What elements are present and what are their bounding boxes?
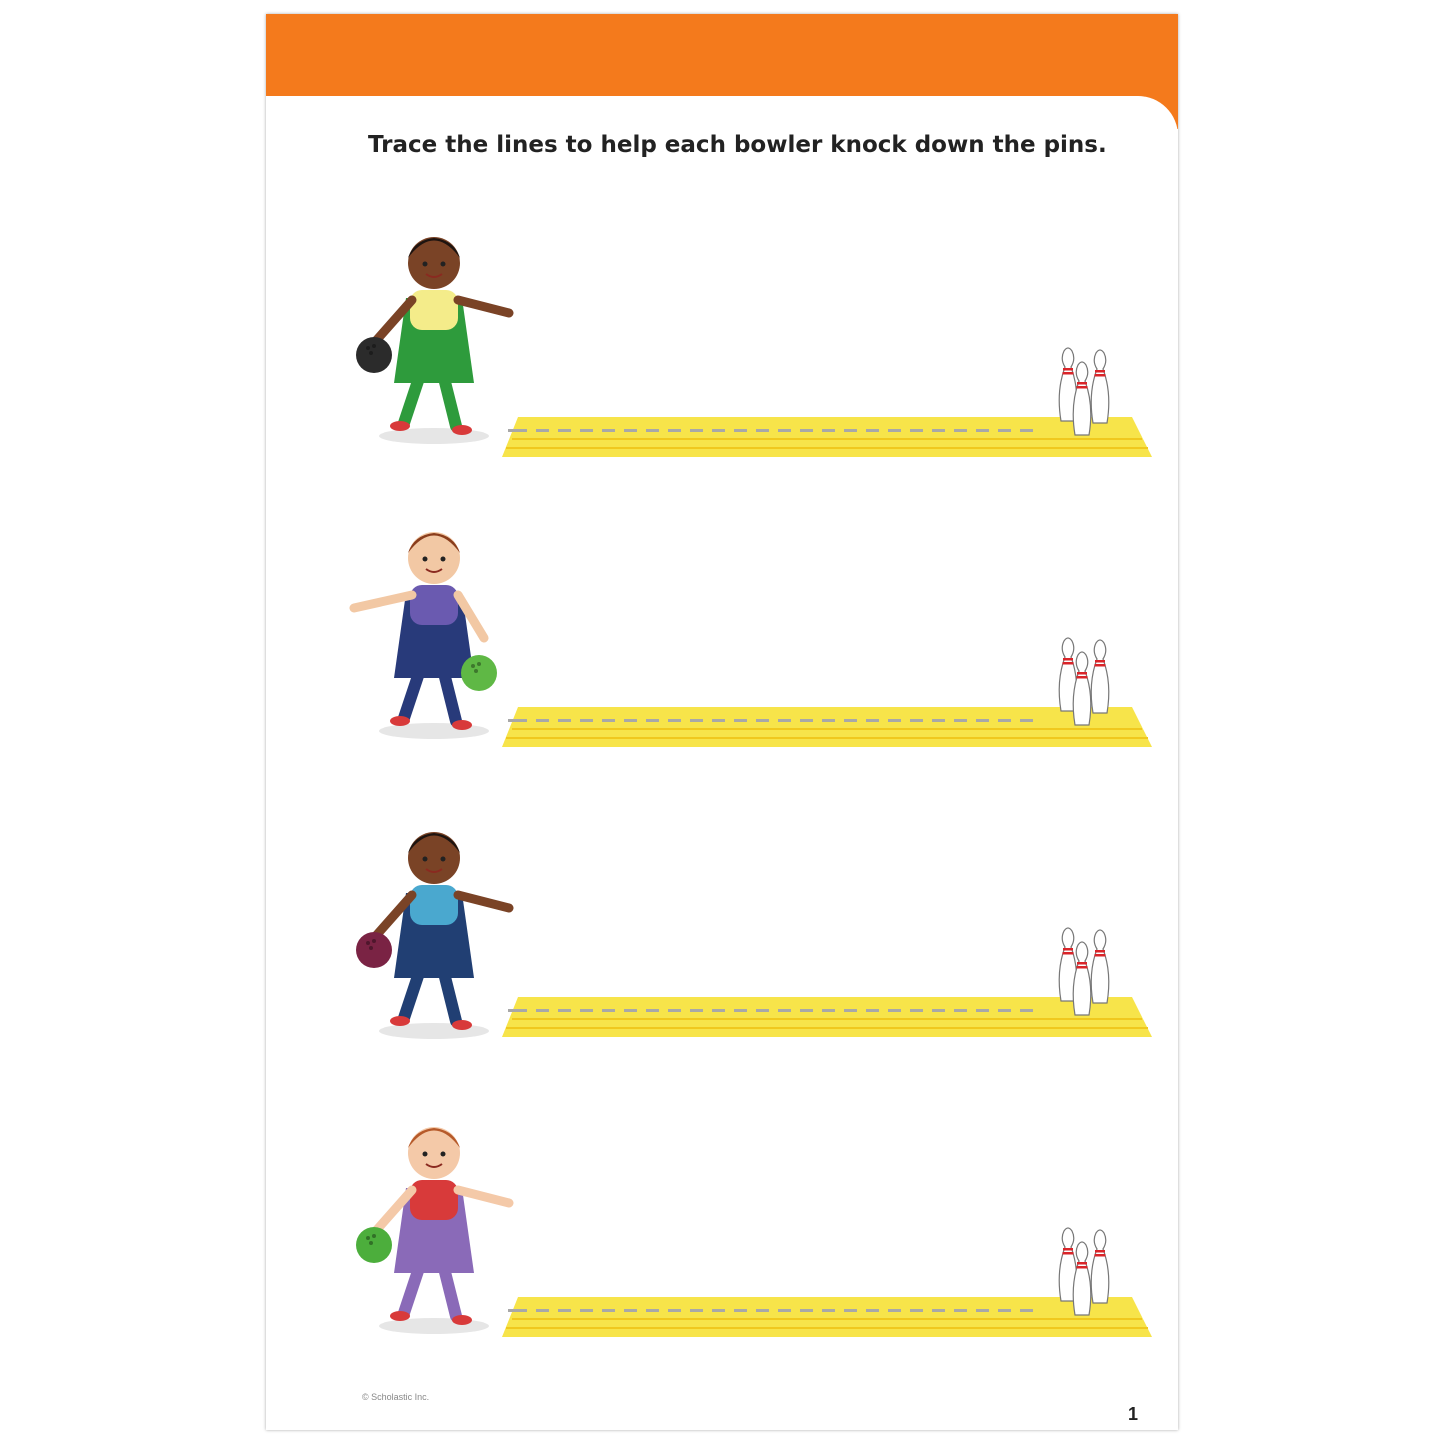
bowling-row bbox=[266, 1100, 1178, 1380]
page-number: 1 bbox=[1128, 1404, 1139, 1424]
bowling-pins bbox=[1052, 1227, 1122, 1341]
bowling-ball-icon bbox=[354, 1225, 394, 1269]
bowling-ball-icon bbox=[459, 653, 499, 697]
instruction-text: Trace the lines to help each bowler knock down the pins. bbox=[368, 132, 1107, 158]
bowling-ball-icon bbox=[354, 930, 394, 974]
bowling-pins bbox=[1052, 637, 1122, 751]
bowling-row bbox=[266, 505, 1178, 785]
bowling-pins bbox=[1052, 927, 1122, 1041]
header-curve bbox=[266, 96, 1178, 136]
bowling-pins bbox=[1052, 347, 1122, 461]
bowling-ball-icon bbox=[354, 335, 394, 379]
copyright-text: © Scholastic Inc. bbox=[362, 1392, 430, 1402]
bowling-row bbox=[266, 210, 1178, 490]
bowling-row bbox=[266, 805, 1178, 1085]
